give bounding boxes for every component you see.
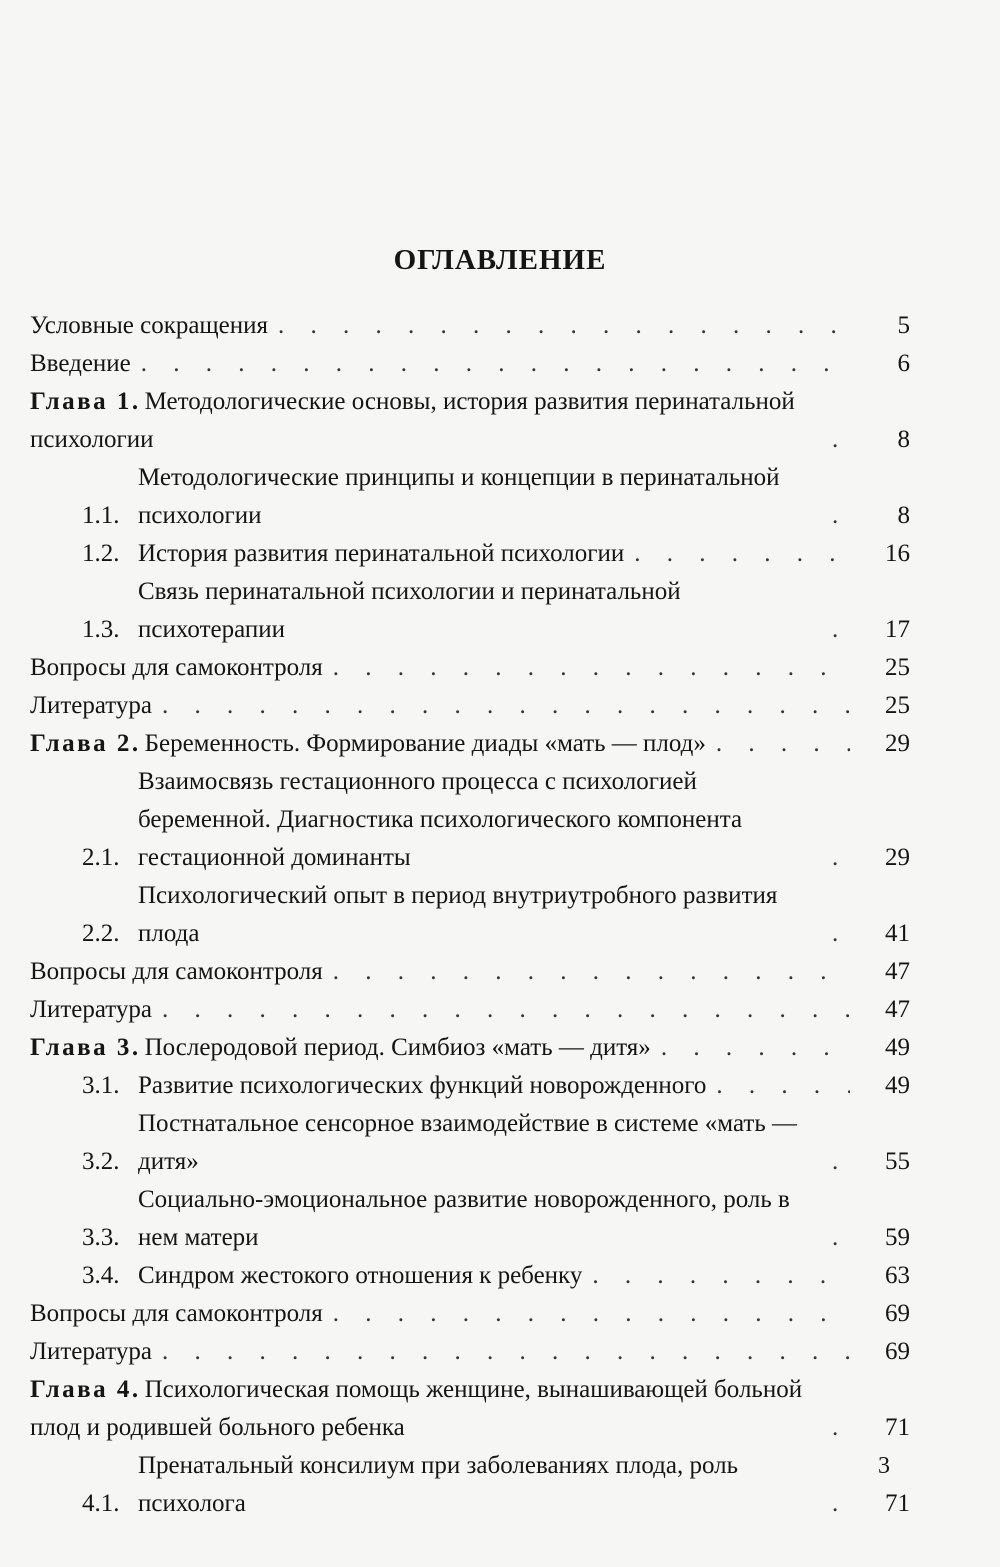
toc-entry[interactable] [30, 687, 910, 725]
entry-page-number: 63 [885, 1262, 910, 1289]
entry-page-number: 25 [885, 654, 910, 681]
entry-title: Социально-эмоциональное развитие новорожденного, роль в нем матери [138, 1186, 790, 1251]
chapter-label: Глава 1. [30, 388, 141, 415]
toc-section-entry[interactable] [30, 1067, 910, 1105]
toc-section-entry[interactable] [30, 763, 910, 877]
entry-page-number: 47 [885, 996, 910, 1023]
toc-entry[interactable] [30, 991, 910, 1029]
dot-leader [832, 497, 850, 535]
table-of-contents [30, 307, 910, 1523]
toc-section-entry[interactable] [30, 573, 910, 649]
toc-section-entry[interactable] [30, 877, 910, 953]
entry-title: Литература [30, 692, 152, 719]
toc-chapter-entry[interactable] [30, 1371, 910, 1447]
entry-page-number: 41 [885, 920, 910, 947]
entry-page-number: 29 [885, 730, 910, 757]
entry-page-number: 5 [897, 312, 910, 339]
entry-title: Методологические принципы и концепции в перинатальной психологии [138, 464, 780, 529]
dot-leader [592, 1257, 850, 1295]
dot-leader [162, 1333, 850, 1371]
toc-entry[interactable] [30, 953, 910, 991]
toc-section-entry[interactable] [30, 535, 910, 573]
entry-page-number: 25 [885, 692, 910, 719]
section-number: 1.2. [82, 540, 120, 567]
entry-title: Введение [30, 350, 131, 377]
dot-leader [162, 991, 850, 1029]
section-number: 2.1. [82, 844, 120, 871]
dot-leader [832, 1409, 850, 1447]
entry-page-number: 49 [885, 1034, 910, 1061]
toc-section-entry[interactable] [30, 1181, 910, 1257]
chapter-label: Глава 3. [30, 1034, 141, 1061]
chapter-title: Послеродовой период. Симбиоз «мать — дитя» [144, 1034, 651, 1061]
dot-leader [333, 953, 850, 991]
entry-page-number: 69 [885, 1338, 910, 1365]
entry-page-number: 16 [885, 540, 910, 567]
entry-page-number: 71 [885, 1414, 910, 1441]
chapter-title: Методологические основы, история развития перинатальной психологии [30, 388, 795, 453]
dot-leader [832, 839, 850, 877]
entry-page-number: 29 [885, 844, 910, 871]
dot-leader [661, 1029, 850, 1067]
dot-leader [832, 1143, 850, 1181]
dot-leader [832, 421, 850, 459]
entry-page-number: 6 [897, 350, 910, 377]
toc-entry[interactable] [30, 1295, 910, 1333]
entry-title [30, 1371, 822, 1447]
section-number: 2.2. [82, 920, 120, 947]
entry-title: Условные сокращения [30, 312, 269, 339]
dot-leader [333, 649, 850, 687]
page-title: ОГЛАВЛЕНИЕ [393, 244, 607, 276]
section-number: 4.1. [82, 1490, 120, 1517]
entry-title: Вопросы для самоконтроля [30, 958, 323, 985]
entry-page-number: 47 [885, 958, 910, 985]
dot-leader [832, 1219, 850, 1257]
toc-section-entry[interactable] [30, 1105, 910, 1181]
toc-section-entry[interactable] [30, 459, 910, 535]
section-number: 1.3. [82, 616, 120, 643]
dot-leader [141, 345, 850, 383]
section-number: 1.1. [82, 502, 120, 529]
toc-chapter-entry[interactable] [30, 383, 910, 459]
chapter-label: Глава 4. [30, 1376, 141, 1403]
entry-page-number: 17 [885, 616, 910, 643]
section-number: 3.1. [82, 1072, 120, 1099]
entry-title [30, 725, 706, 763]
toc-entry[interactable] [30, 1333, 910, 1371]
dot-leader [832, 611, 850, 649]
toc-chapter-entry[interactable] [30, 1029, 910, 1067]
toc-entry[interactable] [30, 649, 910, 687]
dot-leader [716, 725, 850, 763]
dot-leader [162, 687, 850, 725]
entry-title: Постнатальное сенсорное взаимодействие в системе «мать — дитя» [138, 1110, 797, 1175]
toc-entry[interactable] [30, 307, 910, 345]
entry-page-number: 71 [885, 1490, 910, 1517]
entry-title: История развития перинатальной психологии [138, 540, 625, 567]
page-number: 3 [878, 1453, 890, 1479]
entry-page-number: 49 [885, 1072, 910, 1099]
dot-leader [832, 915, 850, 953]
entry-title: Литература [30, 1338, 152, 1365]
chapter-title: Психологическая помощь женщине, вынашивающей больной плод и родившей больного ребенка [30, 1376, 803, 1441]
entry-title: Психологический опыт в период внутриутробного развития плода [138, 882, 778, 947]
dot-leader [634, 535, 850, 573]
section-number: 3.4. [82, 1262, 120, 1289]
entry-page-number: 8 [897, 502, 910, 529]
chapter-label: Глава 2. [30, 730, 141, 757]
dot-leader [832, 1485, 850, 1523]
toc-chapter-entry[interactable] [30, 725, 910, 763]
entry-page-number: 59 [885, 1224, 910, 1251]
toc-entry[interactable] [30, 345, 910, 383]
entry-page-number: 8 [897, 426, 910, 453]
entry-page-number: 55 [885, 1148, 910, 1175]
entry-title [30, 1029, 651, 1067]
entry-title: Вопросы для самоконтроля [30, 1300, 323, 1327]
entry-title: Взаимосвязь гестационного процесса с психологией беременной. Диагностика психологического компонента гестационной доминанты [138, 768, 743, 871]
entry-title [30, 383, 822, 459]
section-number: 3.3. [82, 1224, 120, 1251]
toc-section-entry[interactable] [30, 1257, 910, 1295]
entry-title: Пренатальный консилиум при заболеваниях плода, роль психолога [138, 1452, 739, 1517]
section-number: 3.2. [82, 1148, 120, 1175]
entry-title: Связь перинатальной психологии и перинатальной психотерапии [138, 578, 681, 643]
chapter-title: Беременность. Формирование диады «мать — плод» [144, 730, 706, 757]
dot-leader [333, 1295, 850, 1333]
entry-title: Вопросы для самоконтроля [30, 654, 323, 681]
dot-leader [716, 1067, 850, 1105]
dot-leader [278, 307, 850, 345]
entry-title: Синдром жестокого отношения к ребенку [138, 1262, 583, 1289]
toc-section-entry[interactable] [30, 1447, 910, 1523]
entry-page-number: 69 [885, 1300, 910, 1327]
entry-title: Развитие психологических функций новорожденного [138, 1072, 707, 1099]
entry-title: Литература [30, 996, 152, 1023]
